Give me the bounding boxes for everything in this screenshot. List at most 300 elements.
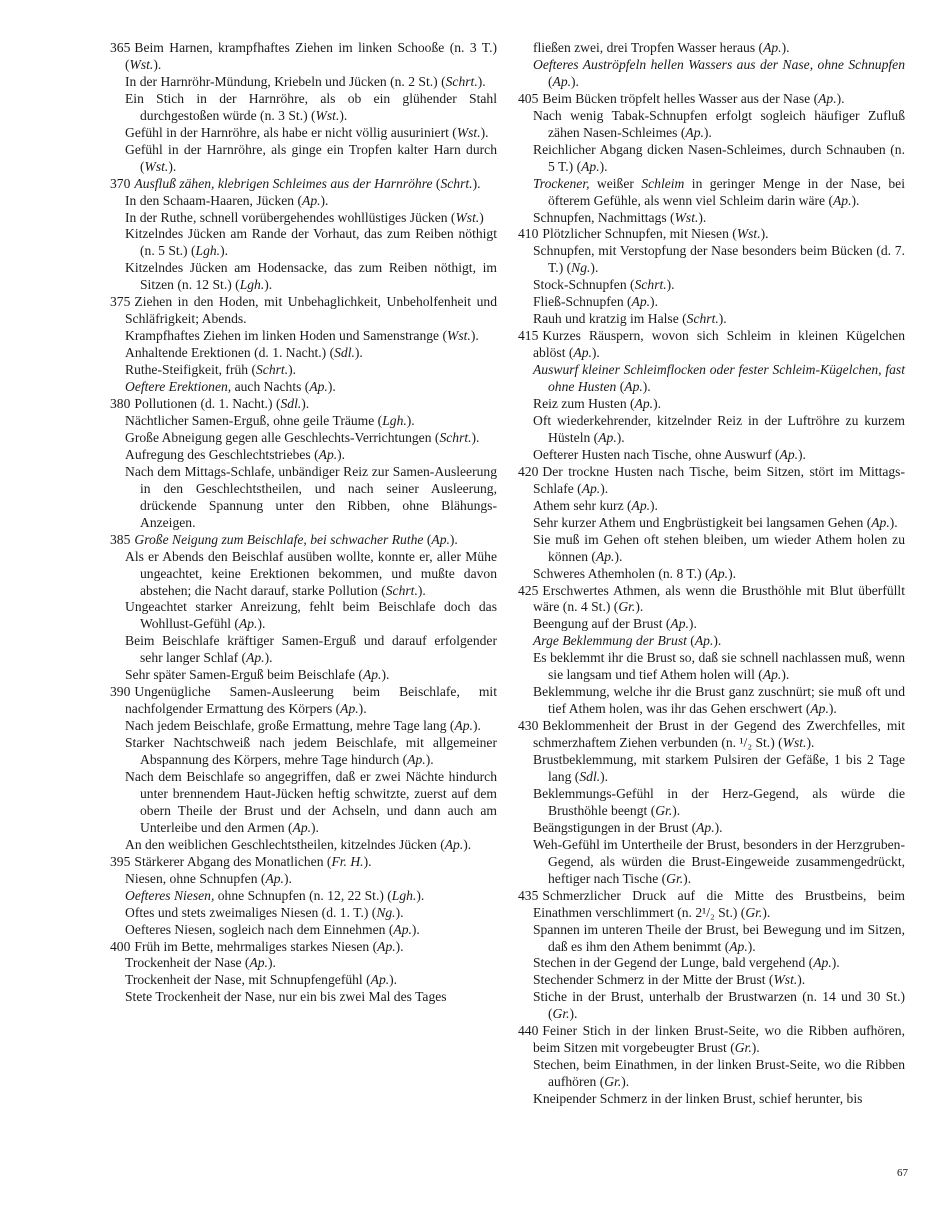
symptom-entry	[125, 905, 497, 922]
text-segment: ).	[728, 565, 736, 581]
right-column	[518, 40, 905, 1108]
symptom-entry	[533, 684, 905, 718]
italic-segment: Trockener,	[533, 175, 590, 191]
text-segment: Nächtlicher Samen-Erguß, ohne geile Träume (	[125, 412, 383, 428]
italic-segment: Ap.	[431, 531, 450, 547]
text-segment: ).	[653, 396, 661, 412]
text-segment: Stock-Schnupfen (	[533, 277, 635, 293]
text-segment: ).	[288, 362, 297, 378]
symptom-entry	[533, 362, 905, 396]
italic-segment: Auswurf kleiner Schleimflocken oder fester Schleim-Kügelchen, fast ohne Husten	[533, 362, 905, 395]
entry-number: 420	[518, 463, 539, 479]
italic-segment: Schrt.	[634, 277, 667, 293]
symptom-entry	[125, 464, 497, 532]
text-segment: ).	[463, 836, 472, 852]
text-segment: ).	[836, 90, 845, 106]
symptom-entry	[110, 176, 497, 193]
text-segment: ).	[264, 650, 273, 666]
italic-segment: Ap.	[265, 870, 284, 886]
text-segment: ).	[339, 107, 348, 123]
italic-segment: Ap.	[444, 836, 464, 852]
page-number: 67	[897, 1167, 908, 1179]
symptom-entry	[533, 820, 905, 837]
italic-segment: Ap.	[818, 90, 837, 106]
entry-number: 440	[518, 1023, 539, 1039]
italic-segment: Schleim	[641, 175, 685, 191]
italic-segment: Wst.	[144, 158, 169, 174]
text-segment: Schnupfen, Nachmittags (	[533, 209, 675, 225]
italic-segment: Fr. H.	[331, 853, 364, 869]
italic-segment: Gr.	[734, 1040, 752, 1056]
text-segment: ).	[417, 582, 426, 598]
text-segment: ).	[571, 73, 579, 89]
text-segment: Spannen im unteren Theile der Brust, bei Bewegung und im Sitzen, daß es ihm den Athem benimmt (	[533, 921, 905, 954]
text-segment: (	[616, 379, 625, 395]
text-segment: Kitzelndes Jücken am Hodensacke, das zum Reiben nöthigt, im Sitzen (n. 12 St.) (	[125, 260, 497, 293]
text-segment: In den Schaam-Haaren, Jücken (	[125, 192, 303, 208]
symptom-entry	[533, 972, 905, 989]
text-segment: ).	[781, 40, 790, 55]
text-segment: Beklemmung, welche ihr die Brust ganz zuschnürt; sie muß oft und tief Athem holen, was ihr das Gehen erschwert (	[533, 684, 905, 717]
text-segment: ).	[851, 192, 860, 208]
italic-segment: Gr.	[604, 1074, 622, 1090]
text-segment: Stechen in der Gegend der Lunge, bald vergehend (	[533, 955, 814, 971]
text-segment: Oefterer Husten nach Tische, ohne Auswurf (	[533, 446, 780, 462]
text-segment: ).	[621, 1074, 630, 1090]
text-segment: Erschwertes Athmen, als wenn die Brusthöhle mit Blut überfüllt wäre (n. 4 St.) (	[533, 582, 905, 615]
italic-segment: Lgh.	[239, 277, 265, 293]
symptom-entry	[110, 684, 497, 718]
symptom-entry	[125, 871, 497, 888]
text-segment: Nach dem Beischlafe so angegriffen, daß er zwei Nächte hindurch unter brennendem Haut-Jücken heftig schwitzte, zuerst auf dem obern Theile der Brust und der Achseln, und dann auch am Unterleibe und den Armen (	[125, 768, 497, 835]
text-segment: ).	[831, 955, 840, 971]
text-segment: In der Harnröhr-Mündung, Kriebeln und Jücken (n. 2 St.) (	[125, 73, 446, 89]
text-segment: Feiner Stich in der linken Brust-Seite, wo die Ribben aufhören, beim Sitzen mit vorgebeugter Brust (	[533, 1023, 905, 1056]
entry-number: 380	[110, 396, 131, 412]
text-segment: Der trockne Husten nach Tische, beim Sitzen, stört im Mittags-Schlafe (	[533, 463, 905, 496]
symptom-entry	[125, 718, 497, 735]
text-segment: An den weiblichen Geschlechtstheilen, kitzelndes Jücken (	[125, 836, 445, 852]
italic-segment: Ap.	[685, 124, 704, 140]
symptom-entry	[125, 549, 497, 600]
italic-segment: Ap.	[340, 701, 359, 717]
symptom-entry	[533, 396, 905, 413]
italic-segment: Schrt.	[439, 429, 472, 445]
text-segment: Große Abneigung gegen alle Geschlechts-Verrichtungen (	[125, 429, 440, 445]
text-segment: fließen zwei, drei Tropfen Wasser heraus (	[533, 40, 764, 55]
italic-segment: Ap.	[581, 480, 601, 496]
entry-number: 430	[518, 718, 539, 734]
symptom-entry	[125, 430, 497, 447]
text-segment: ).	[411, 921, 420, 937]
text-segment: ).	[713, 633, 722, 649]
text-segment: Oft wiederkehrender, kitzelnder Reiz in der Luftröhre zu kurzem Hüsteln (	[533, 412, 905, 445]
symptom-entry	[533, 633, 905, 650]
text-segment: ).	[449, 531, 458, 547]
text-segment: (	[686, 633, 695, 649]
entry-number: 375	[110, 294, 131, 310]
symptom-entry	[110, 532, 497, 549]
italic-segment: Ap.	[581, 158, 600, 174]
symptom-entry	[533, 447, 905, 464]
symptom-entry	[533, 955, 905, 972]
symptom-entry	[518, 888, 905, 922]
text-segment: ).	[301, 396, 310, 412]
italic-segment: Ap.	[813, 955, 832, 971]
text-segment: Stechen, beim Einathmen, in der linken Brust-Seite, wo die Ribben aufhören (	[533, 1057, 905, 1090]
text-segment: ).	[168, 158, 177, 174]
italic-segment: Schrt.	[256, 362, 289, 378]
symptom-entry	[125, 667, 497, 684]
italic-segment: Ap.	[871, 514, 890, 530]
italic-segment: Ap.	[302, 192, 321, 208]
italic-segment: Ap.	[362, 667, 382, 683]
text-segment: ).	[614, 548, 623, 564]
italic-segment: Ap.	[370, 972, 390, 988]
text-segment: ).	[672, 802, 681, 818]
text-segment: ).	[337, 446, 346, 462]
italic-segment: Schrt.	[385, 582, 418, 598]
symptom-entry	[533, 277, 905, 294]
italic-segment: Ap.	[454, 718, 473, 734]
entry-number: 410	[518, 226, 539, 242]
entry-number: 385	[110, 531, 131, 547]
text-segment: (	[423, 531, 432, 547]
text-segment: ohne Schnupfen (n. 12, 22 St.) (	[214, 887, 392, 903]
text-segment: ).	[395, 938, 404, 954]
symptom-entry	[125, 91, 497, 125]
italic-segment: Wst.	[773, 972, 798, 988]
text-segment: ).	[599, 158, 608, 174]
text-segment: ).	[781, 667, 790, 683]
italic-segment: Ap.	[631, 497, 651, 513]
text-segment: Schweres Athemholen (n. 8 T.) (	[533, 565, 710, 581]
text-segment: ).	[635, 599, 644, 615]
symptom-entry	[125, 888, 497, 905]
symptom-entry	[125, 955, 497, 972]
text-segment: Stechender Schmerz in der Mitte der Brust (	[533, 972, 774, 988]
italic-segment: Ap.	[631, 294, 651, 310]
text-segment: ).	[395, 904, 404, 920]
text-segment: ).	[590, 260, 599, 276]
text-segment: Oftes und stets zweimaliges Niesen (d. 1. T.) (	[125, 904, 377, 920]
italic-segment: Große Neigung zum Beischlafe, bei schwacher Ruthe	[134, 531, 424, 547]
text-segment: ).	[762, 904, 771, 920]
italic-segment: Lgh.	[391, 887, 417, 903]
text-segment: ).	[472, 718, 481, 734]
italic-segment: Oefteres Niesen,	[125, 887, 215, 903]
text-segment: Stete Trockenheit der Nase, nur ein bis zwei Mal des Tages	[125, 989, 447, 1005]
symptom-entry	[125, 125, 497, 142]
symptom-entry	[533, 142, 905, 176]
text-segment: Ungeachtet starker Anreizung, fehlt beim Beischlafe doch das Wohllust-Gefühl (	[125, 599, 497, 632]
text-segment: Trockenheit der Nase (	[125, 955, 250, 971]
symptom-entry	[125, 328, 497, 345]
symptom-entry	[125, 735, 497, 769]
text-segment: Sie muß im Gehen oft stehen bleiben, um wieder Athem holen zu können (	[533, 531, 905, 564]
italic-segment: Ausfluß zähen, klebrigen Schleimes aus der Harnröhre	[134, 175, 433, 191]
text-segment: Sehr später Samen-Erguß beim Beischlafe (	[125, 667, 363, 683]
entry-number: 435	[518, 887, 539, 903]
text-segment: ).	[311, 819, 319, 835]
italic-segment: Ap.	[377, 938, 396, 954]
italic-segment: Ap.	[696, 819, 715, 835]
italic-segment: Ap.	[729, 938, 748, 954]
text-segment: ).	[220, 243, 229, 259]
left-column	[110, 40, 497, 1006]
text-segment: Stiche in der Brust, unterhalb der Brustwarzen (n. 14 und 30 St.) (	[533, 989, 905, 1022]
text-segment: ).	[798, 446, 806, 462]
italic-segment: Schrt.	[686, 311, 719, 327]
italic-segment: Lgh.	[382, 412, 407, 428]
text-segment: ).	[283, 870, 292, 886]
text-segment: Niesen, ohne Schnupfen (	[125, 870, 266, 886]
text-segment: Starker Nachtschweiß nach jedem Beischlafe, mit allgemeiner Abspannung des Körpers, mehre Tage hindurch (	[125, 735, 497, 768]
text-segment: ).	[806, 735, 815, 751]
text-segment: Nach dem Mittags-Schlafe, unbändiger Reiz zur Samen-Ausleerung in den Geschlechtstheilen, und nach seiner Ausleerung, drückende Spannung unter den Ribben, ohne Blähungs-Anzeigen.	[125, 463, 497, 530]
text-segment: ).	[616, 429, 625, 445]
symptom-entry	[518, 464, 905, 498]
text-segment: Ruthe-Steifigkeit, früh (	[125, 362, 256, 378]
symptom-entry	[125, 413, 497, 430]
symptom-entry	[125, 989, 497, 1006]
italic-segment: Wst.	[315, 107, 340, 123]
text-segment: Es beklemmt ihr die Brust so, daß sie schnell nachlassen muß, wenn sie langsam und tief Athem holen will (	[533, 650, 905, 683]
text-segment: ).	[470, 328, 479, 344]
text-segment: ).	[358, 701, 367, 717]
text-segment: ).	[471, 429, 480, 445]
symptom-entry	[533, 176, 905, 210]
italic-segment: Wst.	[456, 124, 481, 140]
symptom-entry	[518, 718, 905, 752]
text-segment: ).	[698, 209, 707, 225]
symptom-entry	[533, 922, 905, 956]
text-segment: ).	[688, 616, 697, 632]
symptom-entry	[125, 142, 497, 176]
symptom-entry	[533, 989, 905, 1023]
text-segment: Trockenheit der Nase, mit Schnupfengefühl (	[125, 972, 371, 988]
text-segment: ).	[472, 175, 481, 191]
italic-segment: Ap.	[238, 616, 258, 632]
text-segment: Fließ-Schnupfen (	[533, 294, 632, 310]
symptom-entry	[125, 599, 497, 633]
text-segment: ).	[797, 972, 806, 988]
text-segment: Nach jedem Beischlafe, große Ermattung, mehre Tage lang (	[125, 718, 455, 734]
italic-segment: Sdl.	[579, 768, 601, 784]
italic-segment: Lgh.	[195, 243, 221, 259]
symptom-entry	[110, 396, 497, 413]
italic-segment: Wst.	[455, 209, 480, 225]
symptom-entry	[533, 1057, 905, 1091]
symptom-entry	[110, 40, 497, 74]
italic-segment: Ap.	[552, 73, 572, 89]
italic-segment: Ap.	[407, 752, 426, 768]
symptom-entry	[533, 294, 905, 311]
italic-segment: Wst.	[129, 56, 154, 72]
text-segment: Ziehen in den Hoden, mit Unbehaglichkeit, Unbeholfenheit und Schläfrigkeit; Abends.	[125, 294, 497, 327]
text-segment: Beängstigungen in der Brust (	[533, 819, 697, 835]
italic-segment: Wst.	[736, 226, 761, 242]
italic-segment: Wst.	[674, 209, 699, 225]
text-segment: ).	[389, 972, 398, 988]
text-segment: Gefühl in der Harnröhre, als ginge ein Tropfen kalter Harn durch (	[125, 141, 497, 174]
text-segment: ).	[718, 311, 727, 327]
symptom-entry	[125, 769, 497, 837]
symptom-entry	[125, 226, 497, 260]
symptom-entry	[125, 260, 497, 294]
text-segment: ).	[828, 701, 837, 717]
text-segment: ).	[650, 294, 658, 310]
italic-segment: Gr.	[745, 904, 763, 920]
symptom-entry	[533, 1091, 905, 1108]
text-segment: in geringer Menge in der Nase, bei öfterem Gefühle, als wenn viel Schleim darin wäre (	[548, 175, 905, 208]
symptom-entry	[533, 650, 905, 684]
symptom-entry	[533, 837, 905, 888]
text-segment: ).	[257, 616, 266, 632]
italic-segment: Wst.	[782, 735, 807, 751]
symptom-entry	[533, 210, 905, 227]
text-segment: Schmerzlicher Druck auf die Mitte des Brustbeins, beim Einathmen verschlimmert (n.	[533, 887, 905, 920]
symptom-entry	[533, 786, 905, 820]
text-segment: Krampfhaftes Ziehen im linken Hoden und Samenstrange (	[125, 328, 448, 344]
text-segment: (	[432, 175, 441, 191]
italic-segment: Wst.	[447, 328, 471, 344]
italic-segment: Ap.	[598, 429, 617, 445]
text-segment: (	[548, 73, 553, 89]
text-segment: In der Ruthe, schnell vorübergehendes wohllüstiges Jücken (	[125, 209, 456, 225]
symptom-entry	[125, 447, 497, 464]
symptom-entry	[125, 210, 497, 227]
symptom-entry	[518, 91, 905, 108]
italic-segment: Oefteres Auströpfeln hellen Wassers aus der Nase, ohne Schnupfen	[533, 56, 905, 72]
symptom-entry	[125, 362, 497, 379]
symptom-entry	[533, 752, 905, 786]
symptom-entry	[125, 922, 497, 939]
text-segment: ).	[381, 667, 390, 683]
italic-segment: Ap.	[779, 446, 799, 462]
italic-segment: Ap.	[670, 616, 689, 632]
italic-segment: Schrt.	[445, 73, 478, 89]
text-segment: Rauh und kratzig im Halse (	[533, 311, 687, 327]
symptom-entry	[533, 566, 905, 583]
symptom-entry	[518, 1023, 905, 1057]
text-segment: Als er Abends den Beischlaf ausüben wollte, konnte er, aller Mühe ungeachtet, keine Erektionen bekommen, und mußte davon abstehen; die Nacht darauf, starke Pollution (	[125, 548, 497, 598]
text-segment: weißer	[589, 175, 642, 191]
text-segment: )	[479, 209, 484, 225]
text-segment: 2¹/₂	[695, 904, 715, 920]
italic-segment: Ap.	[810, 701, 829, 717]
symptom-entry	[533, 311, 905, 328]
entry-number: 395	[110, 853, 131, 869]
italic-segment: Ng.	[571, 260, 591, 276]
italic-segment: Ap.	[634, 396, 654, 412]
text-segment: ).	[406, 412, 415, 428]
italic-segment: Ap.	[694, 633, 714, 649]
symptom-entry	[110, 854, 497, 871]
text-segment: Reiz zum Husten (	[533, 396, 635, 412]
text-segment: Kneipender Schmerz in der linken Brust, schief herunter, bis	[533, 1091, 863, 1107]
text-segment: ).	[267, 955, 276, 971]
text-segment: ).	[650, 497, 658, 513]
symptom-entry	[533, 108, 905, 142]
entry-number: 390	[110, 684, 131, 700]
text-segment: ).	[153, 56, 162, 72]
symptom-entry	[125, 633, 497, 667]
text-segment: St.) (	[752, 735, 783, 751]
entry-number: 370	[110, 175, 131, 191]
text-segment: ).	[363, 853, 372, 869]
text-segment: ).	[320, 192, 329, 208]
entry-number: 405	[518, 90, 539, 106]
text-segment: Reichlicher Abgang dicken Nasen-Schleimes, durch Schnauben (n. 5 T.) (	[533, 141, 905, 174]
text-segment: ).	[760, 226, 769, 242]
text-segment: Stärkerer Abgang des Monatlichen (	[134, 853, 332, 869]
text-segment: ).	[416, 887, 425, 903]
italic-segment: Gr.	[618, 599, 636, 615]
italic-segment: Ap.	[762, 667, 782, 683]
text-segment: Oefteres Niesen, sogleich nach dem Einnehmen (	[125, 921, 394, 937]
italic-segment: Ap.	[763, 40, 782, 55]
symptom-entry	[125, 379, 497, 396]
symptom-entry	[518, 328, 905, 362]
text-segment: ).	[714, 819, 723, 835]
text-segment: Anhaltende Erektionen (d. 1. Nacht.) (	[125, 345, 335, 361]
text-segment: Pollutionen (d. 1. Nacht.) (	[134, 396, 281, 412]
symptom-entry	[533, 498, 905, 515]
italic-segment: Oeftere Erektionen,	[125, 379, 232, 395]
symptom-entry	[518, 583, 905, 617]
italic-segment: Arge Beklemmung der Brust	[533, 633, 687, 649]
text-segment: ).	[600, 768, 609, 784]
symptom-entry	[125, 193, 497, 210]
symptom-entry	[125, 837, 497, 854]
text-segment: Kurzes Räuspern, wovon sich Schleim in kleinen Kügelchen ablöst (	[533, 328, 905, 361]
text-segment: Nach wenig Tabak-Schnupfen erfolgt sogleich häufiger Zufluß zähen Nasen-Schleimes (	[533, 107, 905, 140]
italic-segment: Ap.	[624, 379, 643, 395]
text-segment: ).	[751, 1040, 760, 1056]
italic-segment: Ap.	[309, 379, 328, 395]
italic-segment: Gr.	[655, 802, 673, 818]
text-segment: ).	[666, 277, 675, 293]
text-segment: Gefühl in der Harnröhre, als habe er nicht völlig ausuriniert (	[125, 124, 457, 140]
symptom-entry	[533, 532, 905, 566]
text-segment: Schnupfen, mit Verstopfung der Nase besonders beim Bücken (d. 7. T.) (	[533, 243, 905, 276]
symptom-entry	[125, 972, 497, 989]
text-segment: Beengung auf der Brust (	[533, 616, 671, 632]
text-segment: Ein Stich in der Harnröhre, als ob ein glühender Stahl durchgestoßen würde (n. 3 St.) (	[125, 90, 497, 123]
italic-segment: Gr.	[552, 1006, 570, 1022]
text-segment: Aufregung des Geschlechtstriebes (	[125, 446, 319, 462]
text-segment: Ungenügliche Samen-Ausleerung beim Beischlafe, mit nachfolgender Ermattung des Körpers (	[125, 684, 497, 717]
symptom-entry	[110, 294, 497, 328]
text-segment: ).	[600, 480, 609, 496]
text-segment: Sehr kurzer Athem und Engbrüstigkeit bei langsamen Gehen (	[533, 514, 872, 530]
text-segment: auch Nachts (	[231, 379, 310, 395]
italic-segment: Ap.	[249, 955, 268, 971]
text-segment: St.) (	[714, 904, 746, 920]
text-segment: ).	[642, 379, 651, 395]
entry-number: 415	[518, 328, 539, 344]
symptom-entry	[533, 616, 905, 633]
italic-segment: Ap.	[246, 650, 265, 666]
text-segment: ).	[889, 514, 898, 530]
symptom-entry	[533, 515, 905, 532]
italic-segment: Ap.	[595, 548, 615, 564]
symptom-entry	[125, 345, 497, 362]
text-segment: ).	[747, 938, 756, 954]
text-segment: Früh im Bette, mehrmaliges starkes Niesen (	[134, 938, 378, 954]
symptom-entry	[110, 939, 497, 956]
